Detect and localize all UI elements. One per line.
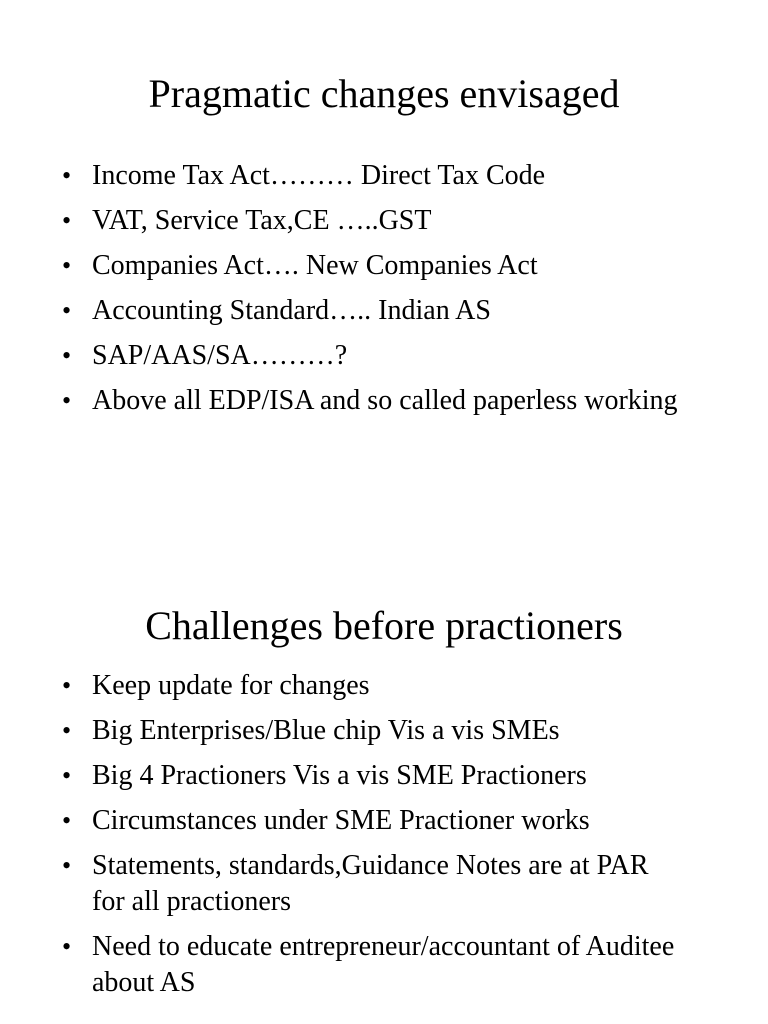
bullet-text: Circumstances under SME Practioner works	[92, 805, 590, 836]
bullet-dot-icon: •	[62, 761, 72, 790]
bullet-text: VAT, Service Tax,CE …..GST	[92, 205, 432, 236]
bullet-item	[62, 383, 682, 419]
bullet-dot-icon: •	[62, 932, 72, 961]
bullet-dot-icon: •	[62, 386, 72, 415]
bullet-text: Above all EDP/ISA and so called paperless working	[92, 385, 678, 416]
bullet-dot-icon: •	[62, 296, 72, 325]
bullet-text: Income Tax Act……… Direct Tax Code	[92, 160, 546, 191]
bullet-item	[62, 248, 682, 284]
bullet-dot-icon: •	[62, 161, 72, 190]
bullet-text: Big Enterprises/Blue chip Vis a vis SMEs	[92, 715, 560, 746]
bullet-text: Keep update for changes	[92, 670, 370, 701]
bullet-list	[62, 158, 682, 428]
bullet-item	[62, 203, 682, 239]
bullet-dot-icon: •	[62, 806, 72, 835]
bullet-item	[62, 929, 682, 1001]
bullet-dot-icon: •	[62, 851, 72, 880]
bullet-dot-icon: •	[62, 341, 72, 370]
bullet-item	[62, 338, 682, 374]
bullet-text: Statements, standards,Guidance Notes are at PAR for all practioners	[92, 850, 649, 917]
bullet-dot-icon: •	[62, 206, 72, 235]
slide-challenges	[0, 602, 768, 998]
bullet-item	[62, 668, 682, 704]
bullet-text: Accounting Standard….. Indian AS	[92, 295, 491, 326]
bullet-dot-icon: •	[62, 251, 72, 280]
bullet-item	[62, 158, 682, 194]
bullet-text: SAP/AAS/SA………?	[92, 340, 348, 371]
bullet-item	[62, 713, 682, 749]
bullet-text: Big 4 Practioners Vis a vis SME Practioners	[92, 760, 587, 791]
bullet-item	[62, 848, 682, 920]
slide-title: Challenges before practioners	[145, 603, 623, 648]
bullet-item	[62, 803, 682, 839]
slide-pragmatic-changes	[0, 70, 768, 416]
slide-title: Pragmatic changes envisaged	[148, 71, 620, 116]
bullet-list	[62, 668, 682, 1010]
bullet-dot-icon: •	[62, 716, 72, 745]
bullet-item	[62, 758, 682, 794]
bullet-dot-icon: •	[62, 671, 72, 700]
bullet-text: Need to educate entrepreneur/accountant of Auditee about AS	[92, 931, 675, 998]
bullet-text: Companies Act…. New Companies Act	[92, 250, 538, 281]
bullet-item	[62, 293, 682, 329]
